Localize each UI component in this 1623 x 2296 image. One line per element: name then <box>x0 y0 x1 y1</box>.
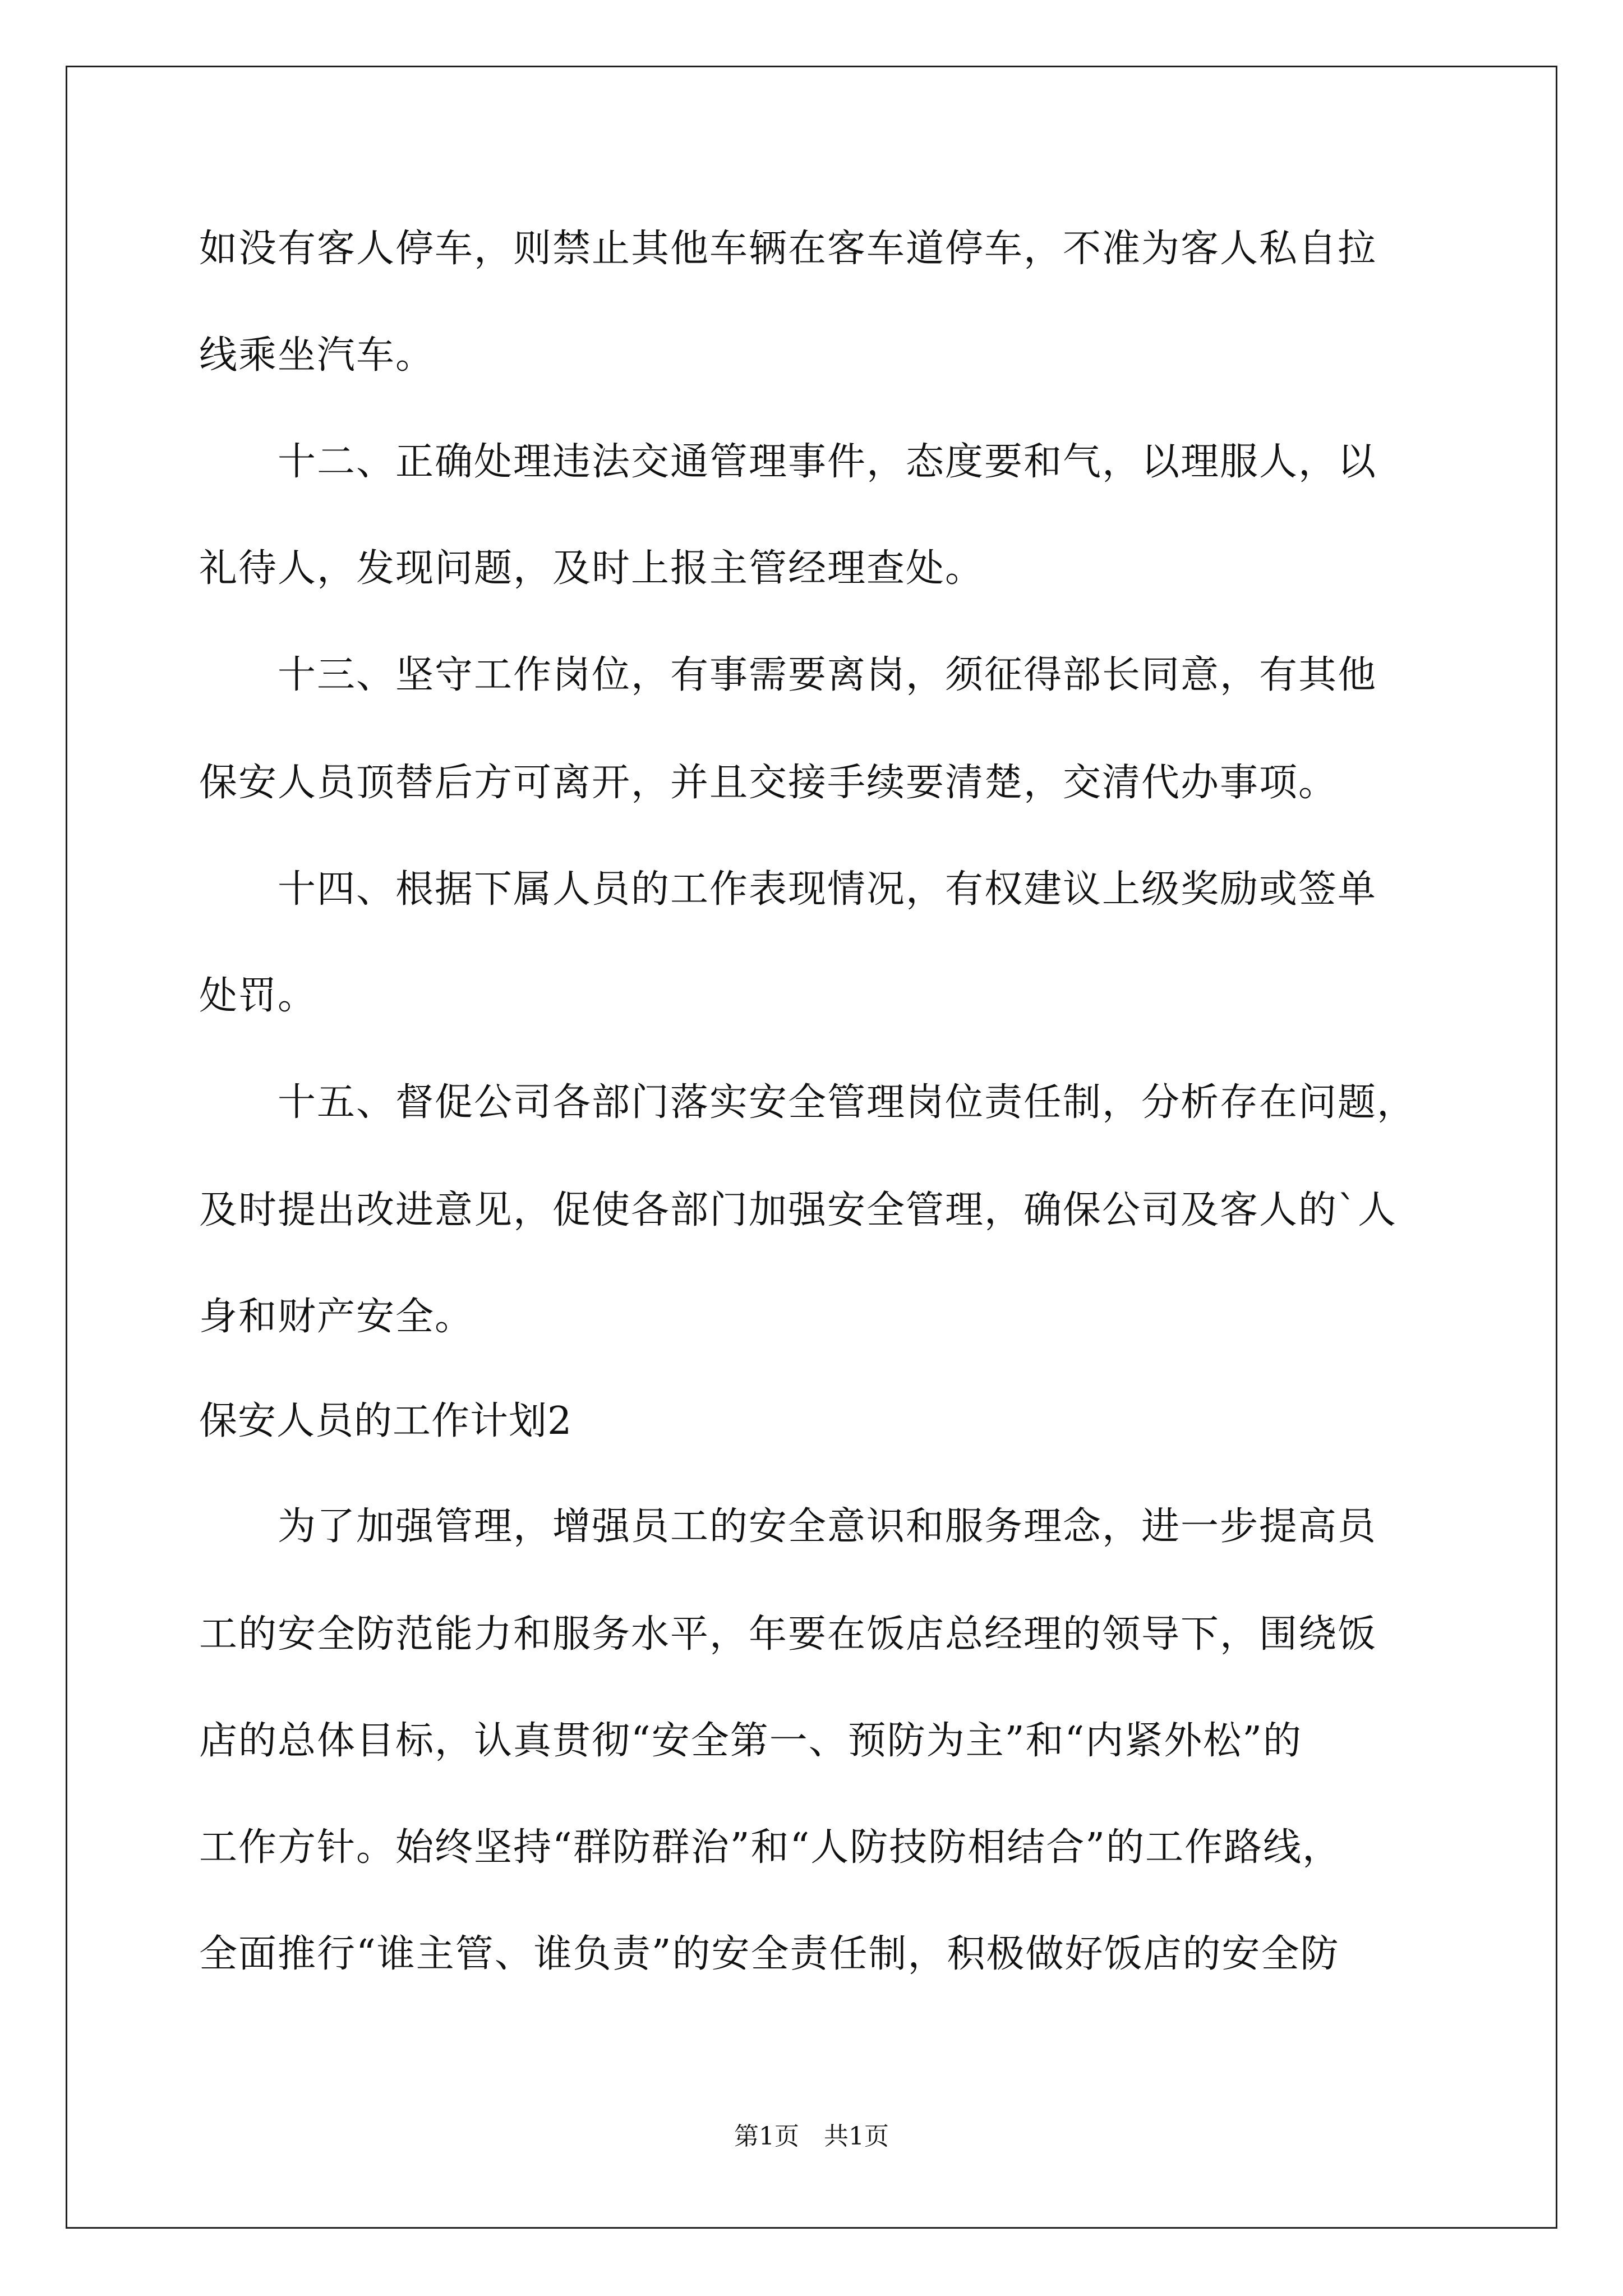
text-line-10: 及时提出改进意见，促使各部门加强安全管理，确保公司及客人的`人 <box>199 1188 1398 1232</box>
page-border <box>66 66 1557 2229</box>
text-line-4: 礼待人，发现问题，及时上报主管经理查处。 <box>199 546 985 591</box>
text-line-17: 全面推行“谁主管、谁负责”的安全责任制，积极做好饭店的安全防 <box>199 1932 1340 1976</box>
text-line-16: 工作方针。始终坚持“群防群治”和“人防技防相结合”的工作路线， <box>199 1825 1342 1870</box>
text-line-9: 十五、督促公司各部门落实安全管理岗位责任制，分析存在问题， <box>199 1080 1417 1125</box>
text-line-14: 工的安全防范能力和服务水平，年要在饭店总经理的领导下，围绕饭 <box>199 1612 1377 1657</box>
section-heading: 保安人员的工作计划2 <box>199 1399 573 1443</box>
text-line-7: 十四、根据下属人员的工作表现情况，有权建议上级奖励或签单 <box>199 867 1377 912</box>
text-line-1: 如没有客人停车，则禁止其他车辆在客车道停车，不准为客人私自拉 <box>199 227 1377 271</box>
text-line-13: 为了加强管理，增强员工的安全意识和服务理念，进一步提高员 <box>199 1504 1377 1549</box>
text-line-2: 线乘坐汽车。 <box>199 333 435 378</box>
text-line-11: 身和财产安全。 <box>199 1295 474 1339</box>
text-line-5: 十三、坚守工作岗位，有事需要离岗，须征得部长同意，有其他 <box>199 653 1377 697</box>
text-line-3: 十二、正确处理违法交通管理事件，态度要和气，以理服人，以 <box>199 440 1377 484</box>
page-footer: 第1页 共1页 <box>734 2122 889 2151</box>
text-line-6: 保安人员顶替后方可离开，并且交接手续要清楚，交清代办事项。 <box>199 761 1338 805</box>
text-line-15: 店的总体目标，认真贯彻“安全第一、预防为主”和“内紧外松”的 <box>199 1719 1303 1763</box>
text-line-8: 处罚。 <box>199 974 317 1018</box>
